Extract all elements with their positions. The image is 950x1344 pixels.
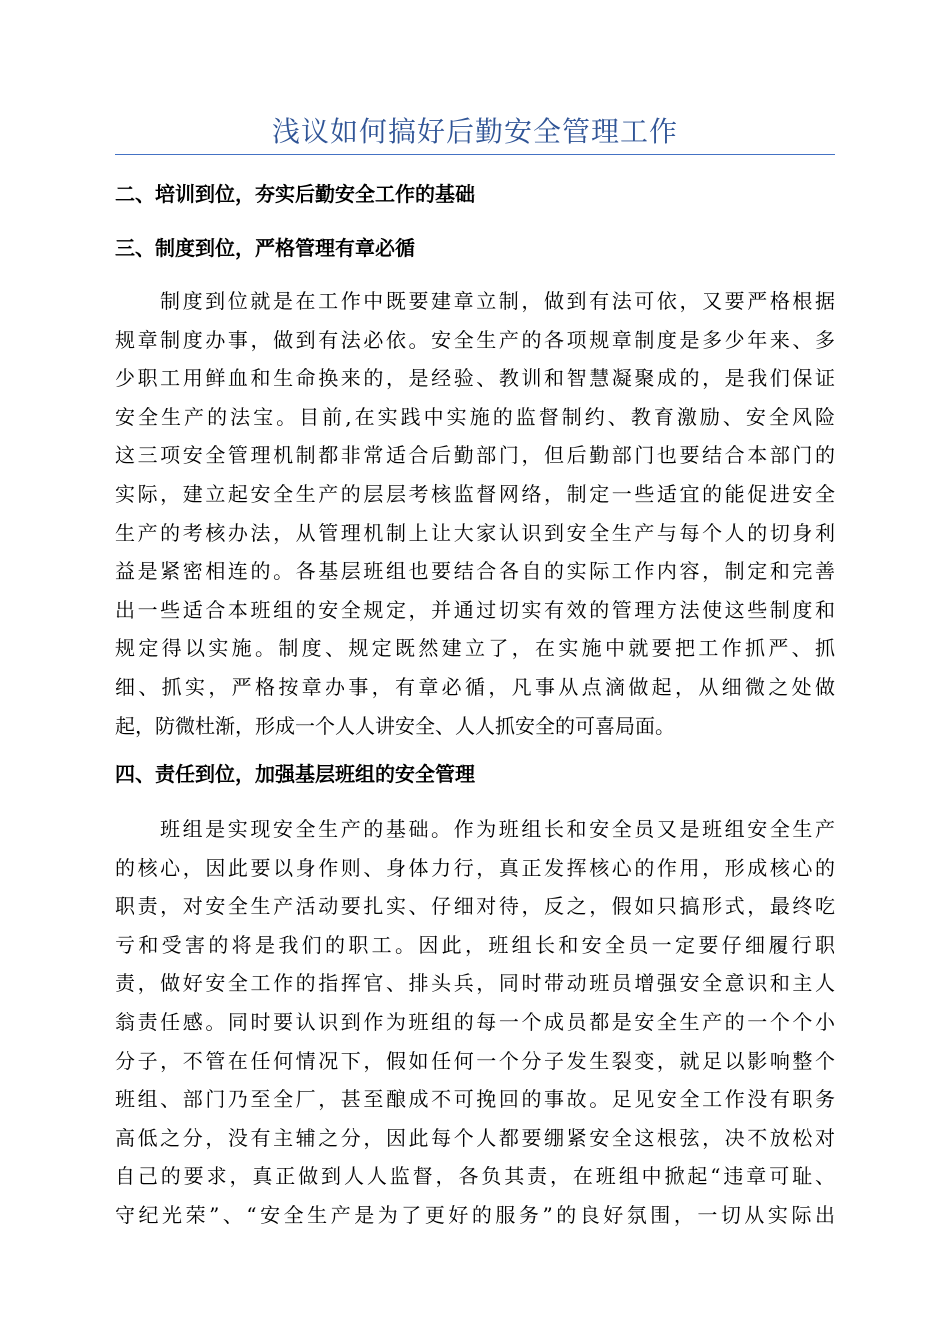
section-4-paragraph: [115, 810, 835, 1235]
paragraph-line: 高低之分，没有主辅之分，因此每个人都要绷紧安全这根弦，决不放松对: [115, 1125, 835, 1150]
paragraph-line: 细、抓实，严格按章办事，有章必循，凡事从点滴做起，从细微之处做: [115, 674, 835, 699]
paragraph-line: 益是紧密相连的。各基层班组也要结合各自的实际工作内容，制定和完善: [115, 559, 835, 584]
paragraph-line: 实际，建立起安全生产的层层考核监督网络，制定一些适宜的能促进安全: [115, 481, 835, 506]
paragraph-line: 职责，对安全生产活动要扎实、仔细对待，反之，假如只搞形式，最终吃: [115, 894, 835, 919]
paragraph-line: 守纪光荣”、“安全生产是为了更好的服务”的良好氛围，一切从实际出: [115, 1202, 835, 1227]
paragraph-line: 这三项安全管理机制都非常适合后勤部门，但后勤部门也要结合本部门的: [115, 443, 835, 468]
section-heading-2: 二、培训到位，夯实后勤安全工作的基础: [115, 182, 475, 206]
paragraph-line: 出一些适合本班组的安全规定，并通过切实有效的管理方法使这些制度和: [115, 597, 835, 622]
section-heading-3: 三、制度到位，严格管理有章必循: [115, 236, 415, 260]
paragraph-line: 安全生产的法宝。目前,在实践中实施的监督制约、教育激励、安全风险: [115, 404, 835, 429]
paragraph-line: 规定得以实施。制度、规定既然建立了，在实施中就要把工作抓严、抓: [115, 636, 835, 661]
paragraph-line: 亏和受害的将是我们的职工。因此，班组长和安全员一定要仔细履行职: [115, 932, 835, 957]
paragraph-line: 生产的考核办法，从管理机制上让大家认识到安全生产与每个人的切身利: [115, 520, 835, 545]
paragraph-line: 少职工用鲜血和生命换来的，是经验、教训和智慧凝聚成的，是我们保证: [115, 366, 835, 391]
paragraph-line: 起，防微杜渐，形成一个人人讲安全、人人抓安全的可喜局面。: [115, 713, 675, 738]
paragraph-line: 的核心，因此要以身作则、身体力行，真正发挥核心的作用，形成核心的: [115, 855, 835, 880]
paragraph-line: 班组是实现安全生产的基础。作为班组长和安全员又是班组安全生产: [160, 817, 835, 841]
paragraph-line: 翁责任感。同时要认识到作为班组的每一个成员都是安全生产的一个个小: [115, 1009, 835, 1034]
section-3-paragraph: [115, 282, 835, 745]
paragraph-line: 制度到位就是在工作中既要建章立制，做到有法可依，又要严格根据: [160, 289, 835, 313]
paragraph-line: 自己的要求，真正做到人人监督，各负其责，在班组中掀起“违章可耻、: [115, 1164, 835, 1189]
paragraph-line: 责，做好安全工作的指挥官、排头兵，同时带动班员增强安全意识和主人: [115, 971, 835, 996]
section-heading-4: 四、责任到位，加强基层班组的安全管理: [115, 762, 475, 786]
document-title: 浅议如何搞好后勤安全管理工作: [271, 115, 678, 148]
paragraph-line: 班组、部门乃至全厂，甚至酿成不可挽回的事故。足见安全工作没有职务: [115, 1087, 835, 1112]
title-underline: [115, 154, 835, 155]
paragraph-line: 分子，不管在任何情况下，假如任何一个分子发生裂变，就足以影响整个: [115, 1048, 835, 1073]
paragraph-line: 规章制度办事，做到有法必依。安全生产的各项规章制度是多少年来、多: [115, 327, 835, 352]
